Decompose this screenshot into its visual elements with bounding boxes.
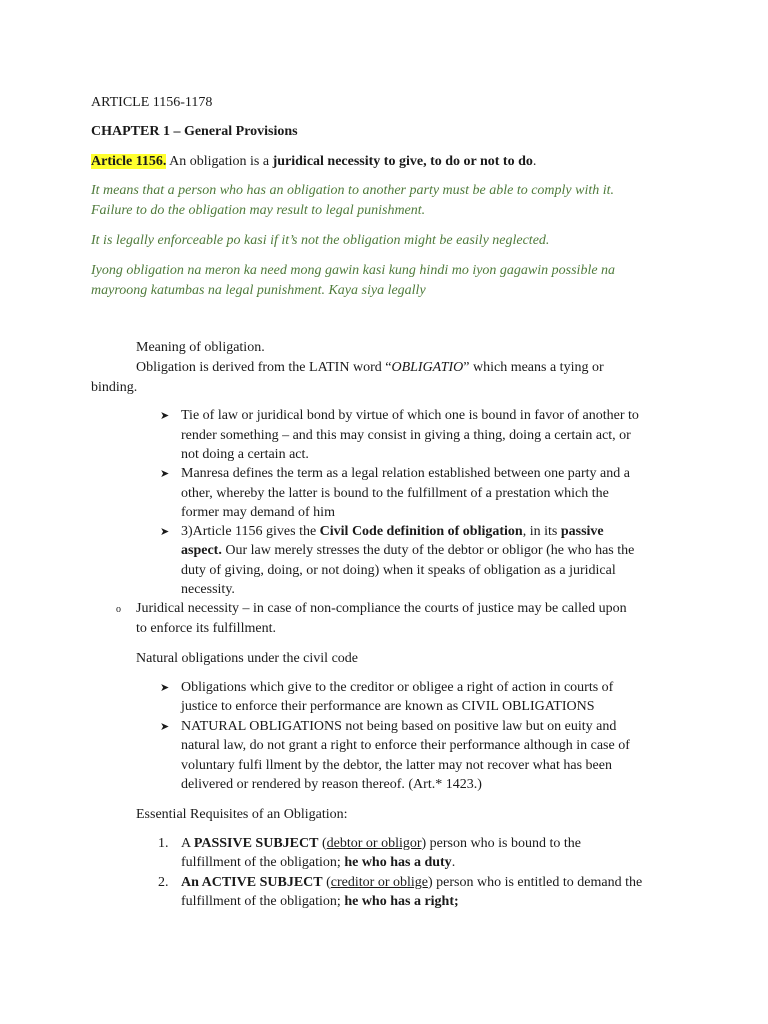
arrowhead-bullet-icon: ➤	[160, 526, 170, 538]
requisite-2-line-1: An ACTIVE SUBJECT (creditor or oblige) person who is entitled to demand the	[181, 875, 643, 890]
arrowhead-bullet-icon: ➤	[160, 468, 170, 480]
article-1156-paragraph: Article 1156. An obligation is a juridical necessity to give, to do or not to do.	[91, 154, 537, 169]
obligation-definition: juridical necessity to give, to do or not to do	[272, 154, 533, 169]
requisite-2-number: 2.	[158, 875, 169, 890]
meaning-bullet-1-line-3: not doing a certain act.	[181, 447, 309, 462]
natural-bullet-2-line-4: delivered or rendered by reason thereof. (Art.* 1423.)	[181, 777, 482, 792]
chapter-title: CHAPTER 1 – General Provisions	[91, 124, 298, 139]
requisite-1-line-1: A PASSIVE SUBJECT (debtor or obligor) person who is bound to the	[181, 836, 581, 851]
meaning-bullet-2-line-1: Manresa defines the term as a legal relation established between one party and a	[181, 466, 630, 481]
article-1156-label: Article 1156.	[91, 154, 167, 169]
note-1-line-2: Failure to do the obligation may result to legal punishment.	[91, 203, 426, 218]
meaning-bullet-3-line-2: aspect. Our law merely stresses the duty of the debtor or obligor (he who has the	[181, 543, 635, 558]
requisite-2-line-2: fulfillment of the obligation; he who has a right;	[181, 894, 459, 909]
meaning-bullet-3-line-3: duty of giving, doing, or not doing) when it speaks of obligation as a juridical	[181, 563, 616, 578]
meaning-bullet-2-line-2: other, whereby the latter is bound to the fulfillment of a prestation which the	[181, 486, 609, 501]
natural-bullet-2-line-2: natural law, do not grant a right to enforce their performance although in case of	[181, 738, 630, 753]
note-3-line-1: Iyong obligation na meron ka need mong gawin kasi kung hindi mo iyon gagawin possible na	[91, 263, 616, 278]
meaning-bullet-3-line-1: 3)Article 1156 gives the Civil Code definition of obligation, in its passive	[181, 524, 604, 539]
natural-bullet-1-line-1: Obligations which give to the creditor or obligee a right of action in courts of	[181, 680, 614, 695]
requisite-1-line-2: fulfillment of the obligation; he who has a duty.	[181, 855, 456, 870]
meaning-derived-cont: binding.	[91, 380, 138, 395]
meaning-bullet-3-line-4: necessity.	[181, 582, 235, 597]
note-2: It is legally enforceable po kasi if it’s not the obligation might be easily neglected.	[91, 233, 550, 248]
meaning-bullet-1-line-1: Tie of law or juridical bond by virtue of which one is bound in favor of another to	[181, 408, 639, 423]
natural-bullet-1-line-2: justice to enforce their performance are known as CIVIL OBLIGATIONS	[181, 699, 595, 714]
note-1-line-1: It means that a person who has an obligation to another party must be able to comply with it.	[91, 183, 615, 198]
arrowhead-bullet-icon: ➤	[160, 682, 170, 694]
requisite-1-number: 1.	[158, 836, 169, 851]
natural-heading: Natural obligations under the civil code	[136, 651, 358, 666]
arrowhead-bullet-icon: ➤	[160, 721, 170, 733]
juridical-line-1: Juridical necessity – in case of non-compliance the courts of justice may be called upon	[136, 601, 627, 616]
meaning-heading: Meaning of obligation.	[136, 340, 265, 355]
circle-bullet-icon: o	[116, 604, 121, 615]
juridical-line-2: to enforce its fulfillment.	[136, 621, 276, 636]
meaning-bullet-2-line-3: former may demand of him	[181, 505, 335, 520]
article-range: ARTICLE 1156-1178	[91, 95, 213, 110]
arrowhead-bullet-icon: ➤	[160, 410, 170, 422]
note-3-line-2: mayroong katumbas na legal punishment. Kaya siya legally	[91, 283, 426, 298]
meaning-bullet-1-line-2: render something – and this may consist in giving a thing, doing a certain act, or	[181, 428, 631, 443]
requisites-heading: Essential Requisites of an Obligation:	[136, 807, 348, 822]
natural-bullet-2-line-3: voluntary fulfi llment by the debtor, the latter may not recover what has been	[181, 758, 612, 773]
natural-bullet-2-line-1: NATURAL OBLIGATIONS not being based on positive law but on euity and	[181, 719, 617, 734]
meaning-derived: Obligation is derived from the LATIN word “OBLIGATIO” which means a tying or	[136, 360, 604, 375]
